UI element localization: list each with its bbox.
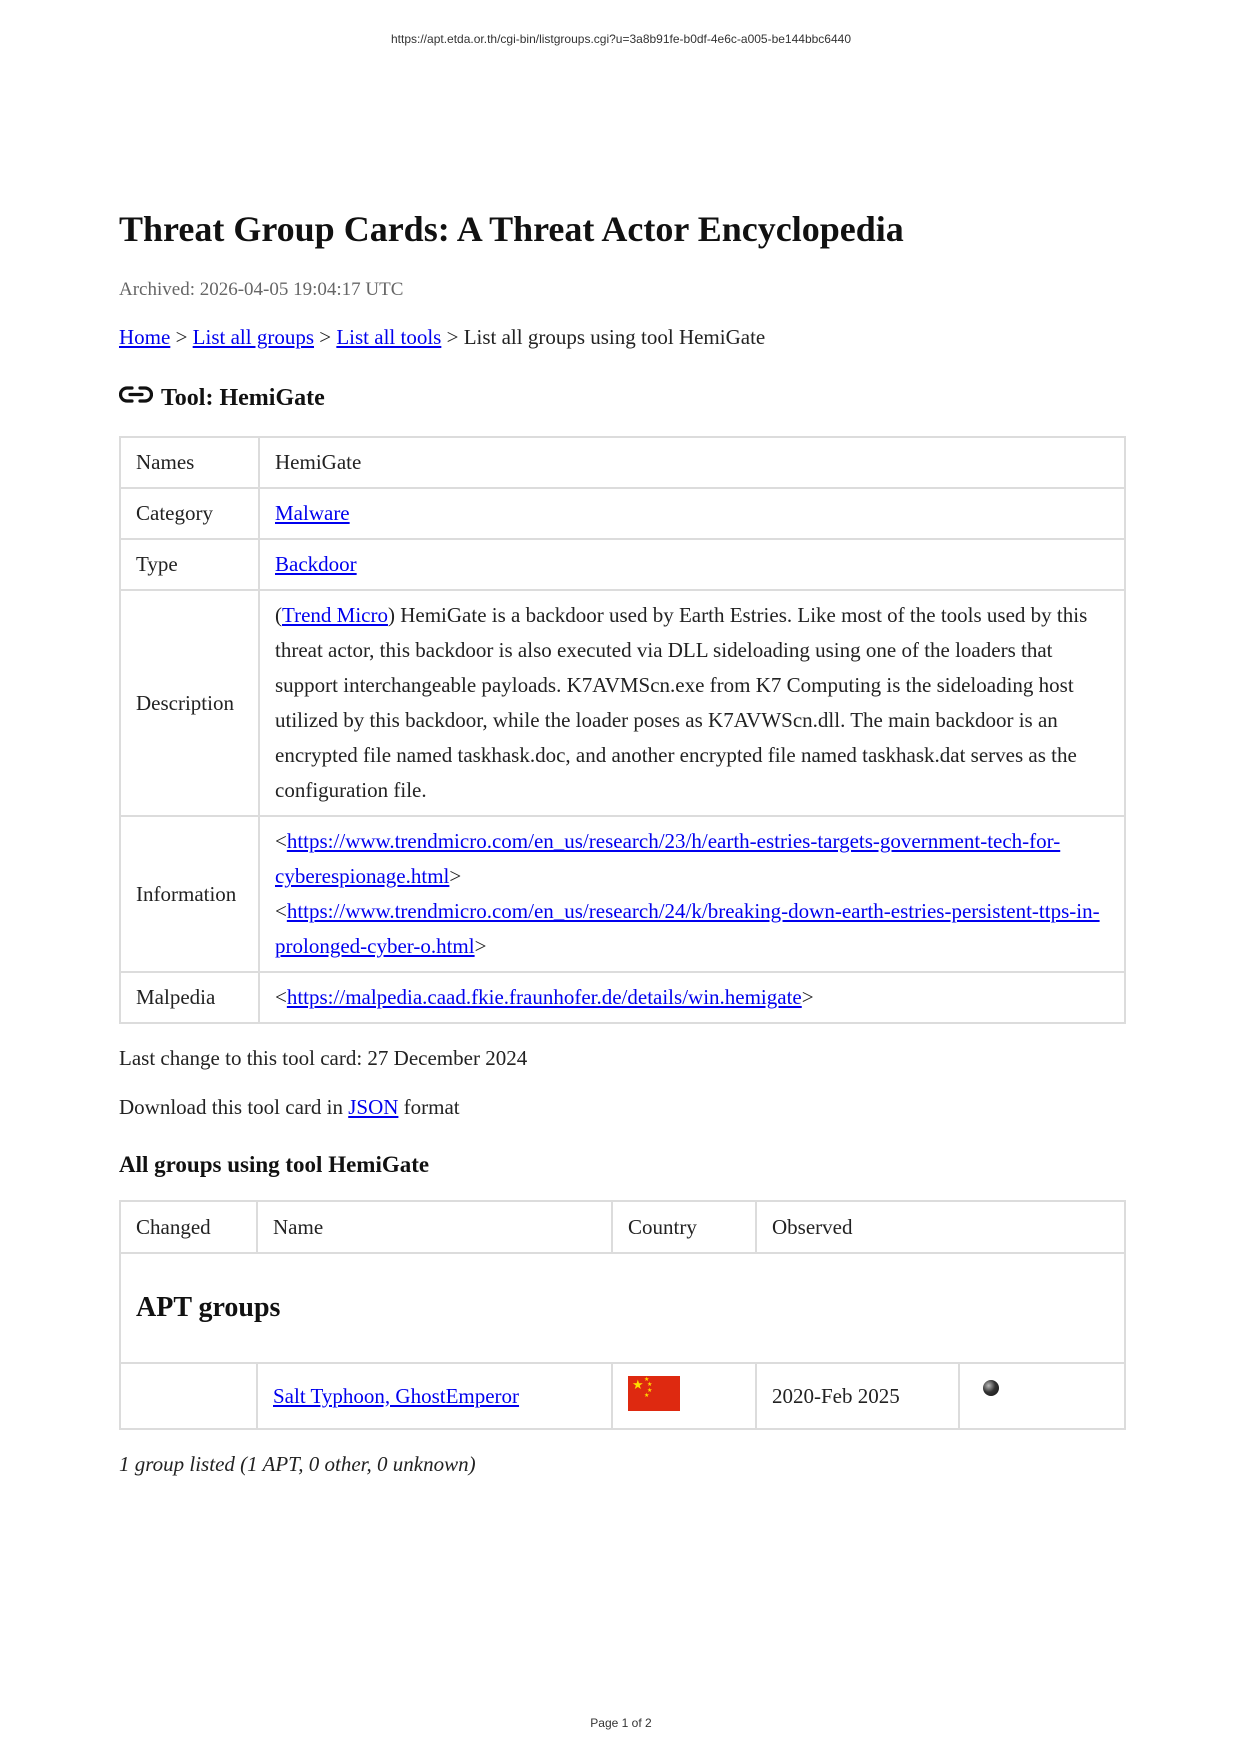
table-row-malpedia	[120, 972, 1125, 1023]
description-cell	[259, 590, 1125, 816]
breadcrumb-current: List all groups using tool HemiGate	[463, 325, 766, 350]
groups-heading: All groups using tool HemiGate	[119, 1152, 430, 1178]
information-link-1[interactable]: https://www.trendmicro.com/en_us/research/23/h/earth-estries-targets-government-tech-for-cyberespionage.html	[275, 829, 1061, 889]
download-prefix: Download this tool card in	[119, 1095, 349, 1120]
apt-section-cell	[120, 1253, 1125, 1363]
angle-close: >	[474, 934, 487, 959]
table-row-category	[120, 488, 1125, 539]
changed-cell	[120, 1363, 257, 1429]
information-link-2[interactable]: https://www.trendmicro.com/en_us/research/24/k/breaking-down-earth-estries-persistent-ttps-in-prolonged-cyber-o.html	[275, 899, 1100, 959]
breadcrumb-separator: >	[441, 325, 464, 350]
malpedia-cell	[259, 972, 1125, 1023]
type-label: Type	[120, 539, 259, 590]
category-label: Category	[120, 488, 259, 539]
column-header-changed: Changed	[120, 1201, 257, 1253]
category-cell	[259, 488, 1125, 539]
link-icon	[119, 384, 153, 406]
names-value: HemiGate	[259, 437, 1125, 488]
tool-heading-text: Tool: HemiGate	[161, 385, 325, 412]
black-dot-icon	[983, 1380, 999, 1396]
names-label: Names	[120, 437, 259, 488]
table-row-names	[120, 437, 1125, 488]
angle-close: >	[801, 985, 814, 1010]
json-download-link[interactable]: JSON	[348, 1095, 399, 1120]
groups-table-header	[120, 1201, 1125, 1253]
type-cell	[259, 539, 1125, 590]
download-suffix: format	[398, 1095, 460, 1120]
column-header-observed: Observed	[756, 1201, 1125, 1253]
apt-section-title: APT groups	[136, 1292, 281, 1324]
description-label: Description	[120, 590, 259, 816]
tool-heading	[119, 384, 1126, 412]
observed-cell: 2020-Feb 2025	[756, 1363, 959, 1429]
breadcrumb-home-link[interactable]: Home	[119, 325, 171, 350]
breadcrumb-list-tools-link[interactable]: List all tools	[336, 325, 442, 350]
apt-section-row	[120, 1253, 1125, 1363]
group-name-link[interactable]: Salt Typhoon, GhostEmperor	[273, 1383, 520, 1408]
information-label: Information	[120, 816, 259, 972]
print-url-header: https://apt.etda.or.th/cgi-bin/listgroups.cgi?u=3a8b91fe-b0df-4e6c-a005-be144bbc6440	[391, 32, 851, 46]
download-line	[119, 1095, 1126, 1120]
column-header-country: Country	[612, 1201, 756, 1253]
group-name-cell	[257, 1363, 612, 1429]
china-flag-icon: ★ ★ ★ ★ ★	[628, 1376, 680, 1411]
breadcrumb	[119, 325, 1126, 350]
status-cell	[959, 1363, 1125, 1429]
main-content	[119, 208, 1126, 1477]
tool-info-table	[119, 436, 1126, 1024]
groups-summary: 1 group listed (1 APT, 0 other, 0 unknown)	[119, 1452, 476, 1477]
type-link[interactable]: Backdoor	[275, 552, 357, 577]
description-source-link[interactable]: Trend Micro	[282, 603, 388, 628]
archived-timestamp: Archived: 2026-04-05 19:04:17 UTC	[119, 279, 404, 301]
category-link[interactable]: Malware	[275, 501, 350, 526]
description-open-paren: (	[275, 603, 282, 628]
table-row-description	[120, 590, 1125, 816]
breadcrumb-separator: >	[170, 325, 193, 350]
information-link-line	[275, 824, 1109, 894]
information-link-line	[275, 894, 1109, 964]
breadcrumb-separator: >	[314, 325, 337, 350]
groups-table	[119, 1200, 1126, 1430]
table-row-information	[120, 816, 1125, 972]
angle-open: <	[275, 829, 287, 854]
last-change-text: Last change to this tool card: 27 December 2024	[119, 1046, 528, 1071]
page-title: Threat Group Cards: A Threat Actor Encyclopedia	[119, 209, 904, 249]
country-cell	[612, 1363, 756, 1429]
malpedia-label: Malpedia	[120, 972, 259, 1023]
angle-open: <	[275, 899, 287, 924]
table-row-type	[120, 539, 1125, 590]
column-header-name: Name	[257, 1201, 612, 1253]
breadcrumb-list-groups-link[interactable]: List all groups	[192, 325, 314, 350]
information-cell	[259, 816, 1125, 972]
table-row	[120, 1363, 1125, 1429]
page-number-footer: Page 1 of 2	[590, 1716, 652, 1730]
angle-open: <	[275, 985, 287, 1010]
angle-close: >	[449, 864, 462, 889]
description-text: ) HemiGate is a backdoor used by Earth Estries. Like most of the tools used by this threat actor, this backdoor is also executed via DLL sideloading using one of the loaders that support interchangeable payloads. K7AVMScn.exe from K7 Computing is the sideloading host utilized by this backdoor, while the loader poses as K7AVWScn.dll. The main backdoor is an encrypted file named taskhask.doc, and another encrypted file named taskhask.dat serves as the configuration file.	[275, 603, 1088, 803]
malpedia-link[interactable]: https://malpedia.caad.fkie.fraunhofer.de/details/win.hemigate	[286, 985, 802, 1010]
